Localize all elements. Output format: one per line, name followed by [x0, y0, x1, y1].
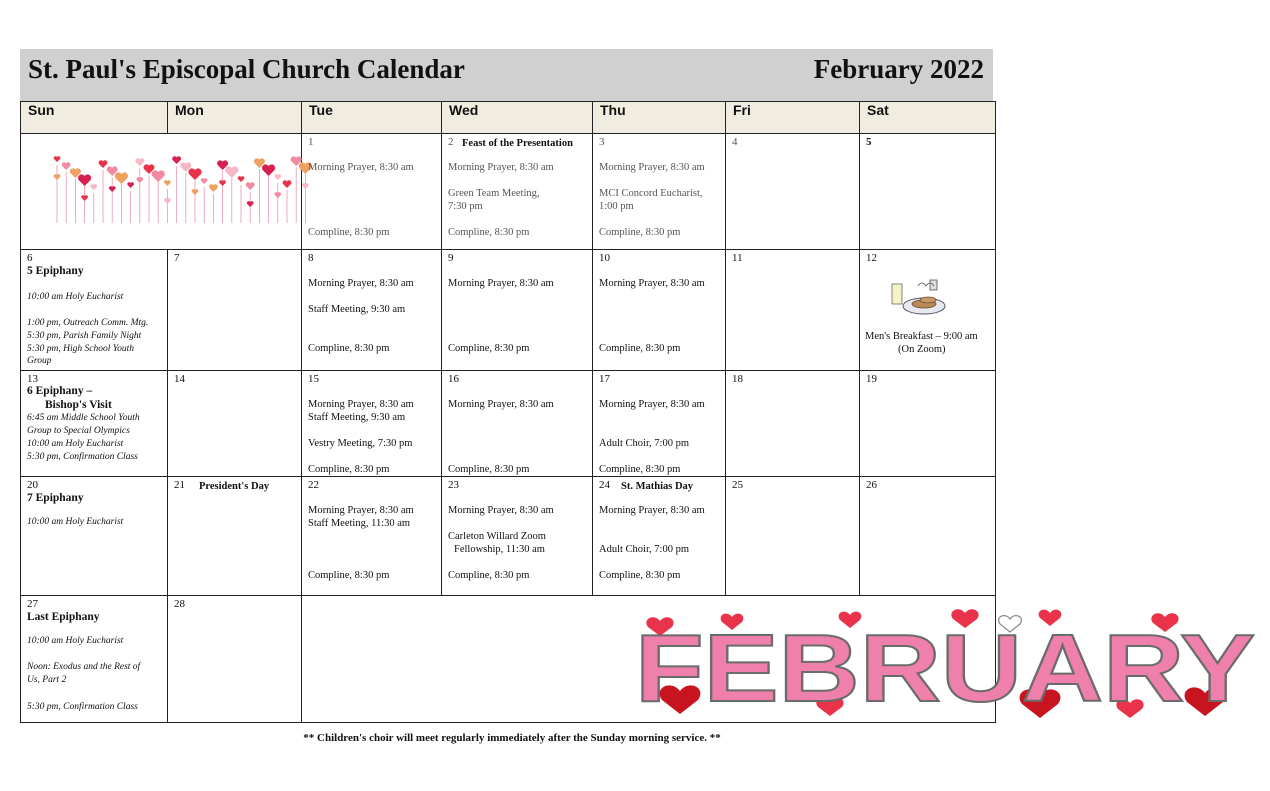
- day-cell-3: [593, 134, 726, 250]
- event: Adult Choir, 7:00 pm: [599, 438, 689, 449]
- event: 1:00 pm, Outreach Comm. Mtg.: [27, 318, 149, 328]
- event: 5:30 pm, Parish Family Night: [27, 331, 142, 341]
- calendar-header: [20, 49, 993, 101]
- heart-flower: [283, 180, 292, 188]
- day-number: 2: [448, 136, 454, 148]
- event: Morning Prayer, 8:30 am: [448, 399, 554, 410]
- event: MCI Concord Eucharist,: [599, 188, 703, 199]
- heart-flower: [238, 176, 245, 182]
- day-header-sun: Sun: [21, 102, 168, 134]
- event: Group to Special Olympics: [27, 426, 130, 436]
- event: Staff Meeting, 11:30 am: [308, 518, 411, 529]
- day-number: 16: [448, 373, 459, 385]
- day-cell-18: [726, 371, 860, 477]
- week-row: [21, 477, 996, 596]
- day-number: 11: [732, 252, 743, 264]
- event: Morning Prayer, 8:30 am: [599, 399, 705, 410]
- day-cell-2: [442, 134, 593, 250]
- day-cell-16: [442, 371, 593, 477]
- event: Adult Choir, 7:00 pm: [599, 544, 689, 555]
- event: (On Zoom): [898, 344, 946, 355]
- breakfast-plate-icon: [888, 276, 948, 318]
- heart-flower: [127, 182, 134, 188]
- event: Morning Prayer, 8:30 am: [599, 278, 705, 289]
- day-cell-17: [593, 371, 726, 477]
- event: 10:00 am Holy Eucharist: [27, 439, 124, 449]
- day-cell-25: [726, 477, 860, 596]
- day-cell-14: [168, 371, 302, 477]
- day-header-row: [21, 102, 996, 134]
- heart-flower: [274, 192, 281, 198]
- day-number: 5: [866, 136, 872, 148]
- event: Compline, 8:30 pm: [599, 464, 681, 475]
- event: Carleton Willard Zoom: [448, 531, 546, 542]
- heart-flower: [115, 172, 128, 184]
- event: Fellowship, 11:30 am: [454, 544, 545, 555]
- event: 7:30 pm: [448, 201, 483, 212]
- event: Morning Prayer, 8:30 am: [308, 278, 414, 289]
- day-cell-22: [302, 477, 442, 596]
- day-cell-8: [302, 250, 442, 371]
- event: Compline, 8:30 pm: [599, 227, 681, 238]
- heart-flower: [135, 158, 144, 166]
- event: Compline, 8:30 pm: [448, 464, 530, 475]
- event: Morning Prayer, 8:30 am: [308, 505, 414, 516]
- heart-flower: [247, 201, 254, 207]
- day-number: 23: [448, 479, 459, 491]
- day-cell-12: [860, 250, 996, 371]
- event: Compline, 8:30 pm: [448, 570, 530, 581]
- event: Compline, 8:30 pm: [308, 464, 390, 475]
- event: Morning Prayer, 8:30 am: [448, 505, 554, 516]
- heart-flower: [78, 174, 91, 186]
- event: Compline, 8:30 pm: [308, 570, 390, 581]
- liturgical-title: 7 Epiphany: [27, 492, 84, 504]
- day-header-sat: Sat: [860, 102, 996, 134]
- day-number: 15: [308, 373, 319, 385]
- day-cell-10: [593, 250, 726, 371]
- heart-flower: [274, 174, 281, 180]
- heart-flower: [99, 160, 108, 168]
- day-number: 28: [174, 598, 185, 610]
- heart-flower: [81, 195, 88, 201]
- february-art-cell: [302, 596, 1255, 723]
- calendar-month: February 2022: [813, 54, 984, 84]
- event: Compline, 8:30 pm: [308, 227, 390, 238]
- event: 10:00 am Holy Eucharist: [27, 292, 124, 302]
- heart-flower: [152, 170, 165, 182]
- event: Compline, 8:30 pm: [308, 343, 390, 354]
- day-cell-11: [726, 250, 860, 371]
- day-header-wed: Wed: [442, 102, 593, 134]
- event: Morning Prayer, 8:30 am: [308, 162, 414, 173]
- day-number: 17: [599, 373, 610, 385]
- week-row: [21, 596, 996, 723]
- calendar-title: St. Paul's Episcopal Church Calendar: [28, 54, 465, 84]
- day-cell-26: [860, 477, 996, 596]
- day-header-thu: Thu: [593, 102, 726, 134]
- holiday-label: President's Day: [199, 481, 270, 492]
- day-number: 10: [599, 252, 610, 264]
- heart-flower: [201, 178, 208, 184]
- day-header-mon: Mon: [168, 102, 302, 134]
- event: Men's Breakfast – 9:00 am: [865, 331, 978, 342]
- event: 10:00 am Holy Eucharist: [27, 517, 124, 527]
- day-cell-21: [168, 477, 302, 596]
- day-cell-23: [442, 477, 593, 596]
- day-cell-7: [168, 250, 302, 371]
- event: Staff Meeting, 9:30 am: [308, 412, 406, 423]
- day-number: 6: [27, 252, 33, 264]
- event: Staff Meeting, 9:30 am: [308, 304, 406, 315]
- heart-flower: [219, 180, 226, 186]
- day-number: 8: [308, 252, 314, 264]
- heart-flower: [246, 182, 255, 190]
- day-cell-28: [168, 596, 302, 723]
- day-number: 9: [448, 252, 454, 264]
- day-cell-1: [302, 134, 442, 250]
- event: 1:00 pm: [599, 201, 634, 212]
- event: 5:30 pm, High School Youth: [27, 344, 135, 354]
- day-number: 21: [174, 479, 185, 491]
- day-cell-6: [21, 250, 168, 371]
- heart-flower: [54, 174, 61, 180]
- day-number: 18: [732, 373, 743, 385]
- day-cell-5: [860, 134, 996, 250]
- liturgical-title: 6 Epiphany –: [27, 385, 93, 397]
- liturgical-title: 5 Epiphany: [27, 265, 84, 277]
- day-cell-27: [21, 596, 168, 723]
- day-number: 1: [308, 136, 314, 148]
- week-row: [21, 371, 996, 477]
- event: 6:45 am Middle School Youth: [27, 413, 140, 423]
- event: Morning Prayer, 8:30 am: [448, 162, 554, 173]
- event: Vestry Meeting, 7:30 pm: [308, 438, 413, 449]
- heart-flower: [109, 186, 116, 192]
- february-wordart: [620, 599, 1270, 722]
- heart-flower: [164, 180, 171, 186]
- heart-flower: [188, 168, 201, 180]
- heart-flower: [172, 156, 181, 164]
- day-number: 26: [866, 479, 877, 491]
- event: Compline, 8:30 pm: [448, 227, 530, 238]
- hearts-cell: [21, 134, 302, 250]
- hearts-image: [51, 151, 313, 226]
- heart-flower: [262, 164, 275, 176]
- event: 10:00 am Holy Eucharist: [27, 636, 124, 646]
- day-number: 27: [27, 598, 38, 610]
- event: 5:30 pm, Confirmation Class: [27, 702, 138, 712]
- heart-flower: [164, 198, 171, 204]
- day-cell-24: [593, 477, 726, 596]
- heart-flower: [54, 156, 61, 162]
- day-cell-15: [302, 371, 442, 477]
- day-cell-13: [21, 371, 168, 477]
- event: Green Team Meeting,: [448, 188, 540, 199]
- feast-label: Feast of the Presentation: [462, 138, 573, 149]
- day-cell-9: [442, 250, 593, 371]
- event: Us, Part 2: [27, 675, 67, 685]
- liturgical-title: Last Epiphany: [27, 611, 100, 623]
- event: Compline, 8:30 pm: [599, 570, 681, 581]
- day-number: 14: [174, 373, 185, 385]
- day-number: 13: [27, 373, 38, 385]
- heart-flower: [62, 162, 71, 170]
- day-cell-19: [860, 371, 996, 477]
- day-cell-4: [726, 134, 860, 250]
- calendar-grid: [20, 101, 1255, 723]
- event: Noon: Exodus and the Rest of: [27, 662, 141, 672]
- day-number: 22: [308, 479, 319, 491]
- heart-flower: [192, 189, 199, 195]
- day-number: 7: [174, 252, 180, 264]
- day-cell-20: [21, 477, 168, 596]
- event: Morning Prayer, 8:30 am: [599, 162, 705, 173]
- heart-flower: [225, 166, 238, 178]
- liturgical-title-line2: Bishop's Visit: [45, 399, 112, 411]
- event: Compline, 8:30 pm: [599, 343, 681, 354]
- day-number: 4: [732, 136, 738, 148]
- day-number: 3: [599, 136, 605, 148]
- day-number: 20: [27, 479, 38, 491]
- day-number: 12: [866, 252, 877, 264]
- wordart-text: FEBRUARY: [635, 615, 1255, 722]
- event: Morning Prayer, 8:30 am: [448, 278, 554, 289]
- week-row: [21, 250, 996, 371]
- heart-flower: [136, 177, 143, 183]
- event: Morning Prayer, 8:30 am: [308, 399, 414, 410]
- week-row: [21, 134, 996, 250]
- feast-label: St. Mathias Day: [621, 481, 694, 492]
- event: Compline, 8:30 pm: [448, 343, 530, 354]
- day-number: 24: [599, 479, 610, 491]
- day-header-tue: Tue: [302, 102, 442, 134]
- heart-flower: [209, 184, 218, 192]
- day-number: 19: [866, 373, 877, 385]
- day-header-fri: Fri: [726, 102, 860, 134]
- event: Group: [27, 356, 52, 366]
- event: 5:30 pm, Confirmation Class: [27, 452, 138, 462]
- day-number: 25: [732, 479, 743, 491]
- footer-note: ** Children's choir will meet regularly immediately after the Sunday morning service. **: [303, 732, 721, 744]
- event: Morning Prayer, 8:30 am: [599, 505, 705, 516]
- heart-flower: [90, 184, 97, 190]
